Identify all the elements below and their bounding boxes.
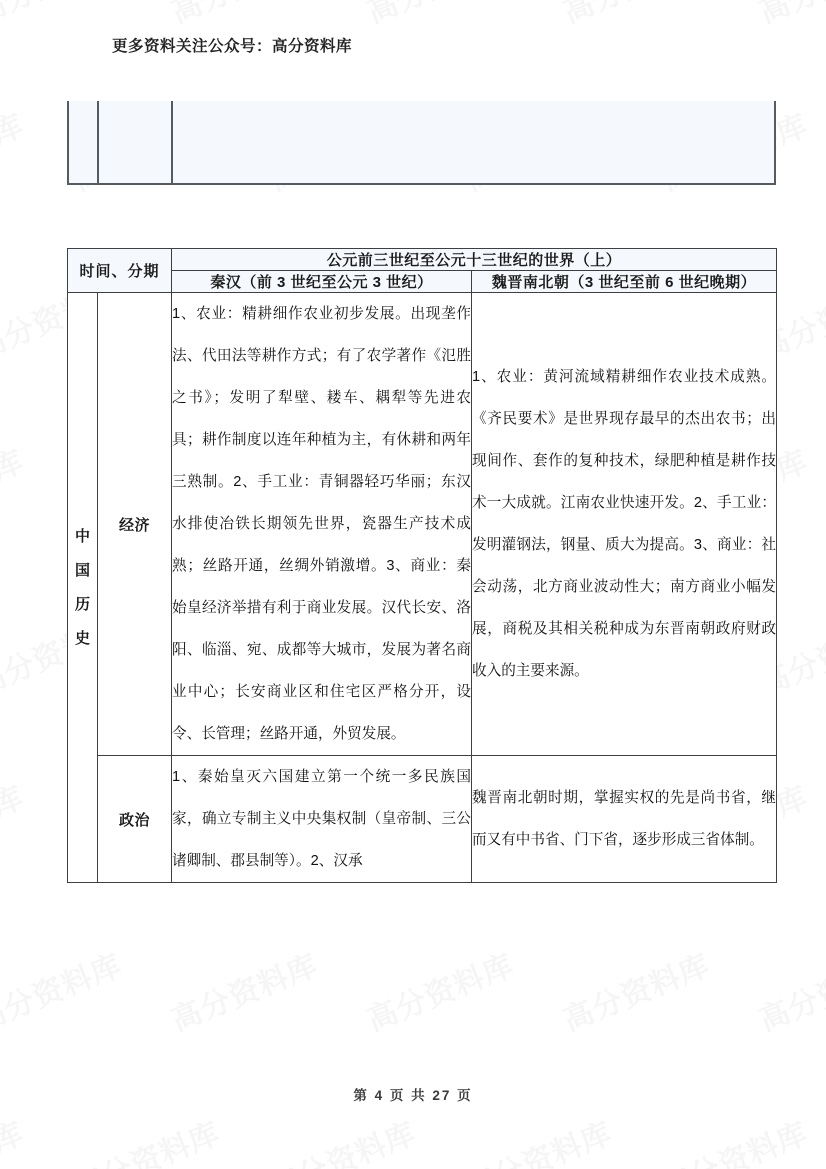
fragment-border-right [774, 101, 776, 183]
header-world-title: 公元前三世纪至公元十三世纪的世界（上） [172, 249, 777, 271]
table-continuation-fragment [67, 101, 776, 185]
table-row-economy [68, 293, 777, 756]
section-label-chinese-history [68, 293, 98, 883]
section-label-char-2: 国 [74, 561, 90, 579]
cell-economy-qinhan: 1、农业：精耕细作农业初步发展。出现垄作法、代田法等耕作方式；有了农学著作《氾胜之书》；发明了犁壁、耧车、耦犁等先进农具；耕作制度以连年种植为主，有休耕和两年三熟制。2、手工业：青铜器轻巧华丽；东汉水排使冶铁长期领先世界，瓷器生产技术成熟；丝路开通，丝绸外销激增。3、商业：秦始皇经济举措有利于商业发展。汉代长安、洛阳、临淄、宛、成都等大城市，发展为著名商业中心；长安商业区和住宅区严格分开，设令、长管理；丝路开通，外贸发展。 [172, 293, 472, 756]
fragment-divider-2 [171, 101, 173, 183]
fragment-divider-1 [97, 101, 99, 183]
header-period-qinhan: 秦汉（前 3 世纪至公元 3 世纪） [172, 271, 472, 293]
cell-economy-weijin: 1、农业：黄河流域精耕细作农业技术成熟。《齐民要术》是世界现存最早的杰出农书；出现间作、套作的复种技术，绿肥种植是耕作技术一大成就。江南农业快速开发。2、手工业：发明灌钢法，钢量、质大为提高。3、商业：社会动荡，北方商业波动性大；南方商业小幅发展，商税及其相关税种成为东晋南朝政府财政收入的主要来源。 [472, 293, 777, 756]
table-row-politics [68, 756, 777, 883]
history-comparison-table [67, 248, 777, 883]
table-header-row-periods [68, 271, 777, 293]
cell-politics-qinhan: 1、秦始皇灭六国建立第一个统一多民族国家，确立专制主义中央集权制（皇帝制、三公诸卿制、郡县制等）。2、汉承 [172, 756, 472, 883]
cell-politics-weijin: 魏晋南北朝时期，掌握实权的先是尚书省，继而又有中书省、门下省，逐步形成三省体制。 [472, 756, 777, 883]
fragment-border-left [67, 101, 69, 183]
category-label-economy: 经济 [98, 293, 172, 756]
header-time-period-label: 时间、分期 [68, 249, 172, 293]
table-header-row-title [68, 249, 777, 271]
section-label-char-4: 史 [74, 629, 90, 647]
page-number-footer: 第 4 页 共 27 页 [353, 1088, 473, 1103]
category-label-politics: 政治 [98, 756, 172, 883]
section-label-char-1: 中 [74, 527, 90, 545]
document-header-note: 更多资料关注公众号：高分资料库 [112, 38, 353, 55]
section-label-char-3: 历 [74, 595, 90, 613]
header-period-weijin: 魏晋南北朝（3 世纪至前 6 世纪晚期） [472, 271, 777, 293]
